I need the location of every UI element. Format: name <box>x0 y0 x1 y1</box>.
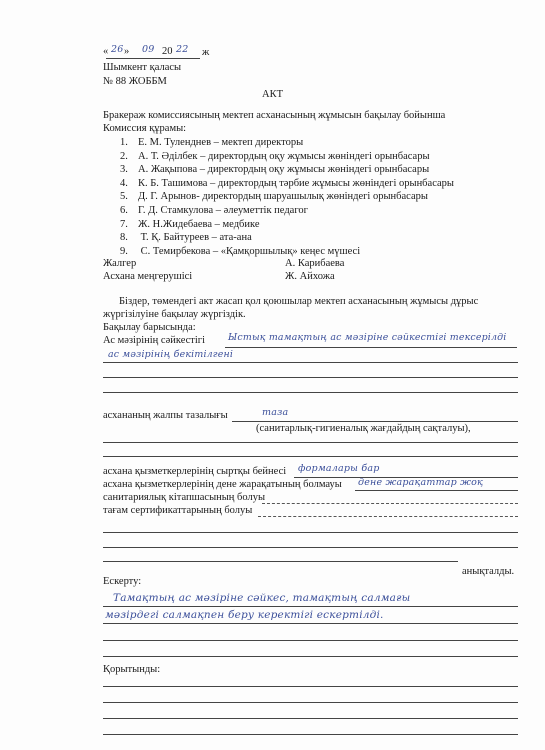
note-handwriting-1: Тамақтың ас мәзіріне сәйкес, тамақтың салмағы <box>113 592 411 604</box>
body-paragraph-line2: жүргізілуіне бақылау жүргіздік. <box>103 309 246 320</box>
conclusion-line-2 <box>103 702 518 703</box>
city: Шымкент қаласы <box>103 62 182 73</box>
blank-line-d <box>103 547 518 548</box>
note-line-4 <box>103 656 518 657</box>
intro-text: Бракераж комиссиясының мектеп асханасының жұмысын бақылау бойынша <box>103 110 446 121</box>
conclusion-label: Қорытынды: <box>103 664 161 675</box>
date-year-prefix: 20 <box>162 46 173 57</box>
member-item: 6. Г. Д. Стамкулова – әлеуметтік педагог <box>120 204 308 216</box>
member-item: 1. Е. М. Туленднев – мектеп директоры <box>120 137 304 148</box>
menu-handwriting-2: ас мәзірінің бекітілгені <box>108 349 234 360</box>
menu-line-3 <box>103 377 518 378</box>
blank-line-b <box>103 456 518 457</box>
signatory-role-2: Асхана меңгерушісі <box>103 271 193 282</box>
school: № 88 ЖОББМ <box>103 76 167 87</box>
sanitary-book-label: санитариялық кітапшасының болуы <box>103 492 266 503</box>
body-paragraph-line1: Біздер, төмендегі акт жасап қол қоюшылар мектеп асханасының жұмысы дұрыс <box>119 296 479 307</box>
signatory-name-1: А. Карибаева <box>285 258 345 269</box>
date-month: 09 <box>142 44 155 55</box>
signatory-role-1: Жалгер <box>103 258 137 269</box>
commission-label: Комиссия құрамы: <box>103 123 187 134</box>
sanitary-note: (санитарлық-гигиеналық жағдайдың сақталуы), <box>256 423 471 434</box>
member-item: 2. А. Т. Әділбек – директордың оқу жұмысы жөніндегі орынбасары <box>120 150 430 162</box>
injury-handwriting: дене жарақаттар жоқ <box>358 477 483 488</box>
signatory-name-2: Ж. Айхожа <box>285 271 335 282</box>
member-item: 3. А. Жақыпова – директордың оқу жұмысы жөніндегі орынбасары <box>120 164 430 176</box>
note-handwriting-2: мәзірдегі салмақпен беру керектігі ескертілді. <box>105 609 384 621</box>
document-title: АКТ <box>262 89 283 100</box>
date-open-quote: « <box>103 46 109 57</box>
during-label: Бақылау барысында: <box>103 322 196 333</box>
date-day: 26 <box>111 44 124 55</box>
date-suffix: ж <box>202 47 210 58</box>
date-underline <box>106 58 200 59</box>
member-item: 5. Д. Г. Арынов- директордың шаруашылық жөніндегі орынбасары <box>120 191 428 203</box>
cleanliness-handwriting: таза <box>262 407 289 418</box>
sanitary-book-line <box>262 503 518 504</box>
member-item: 7. Ж. Н.Жидебаева – медбике <box>120 218 260 230</box>
injury-label: асхана қызметкерлерінің дене жарақатының болмауы <box>103 479 342 490</box>
conclusion-line-4 <box>103 734 518 735</box>
member-item: 4. К. Б. Ташимова – директордың тәрбие жұмысы жөніндегі орынбасары <box>120 177 454 189</box>
injury-line <box>355 490 518 491</box>
menu-label: Ас мәзірінің сәйкестігі <box>103 335 206 346</box>
menu-handwriting-1: Ыстық тамақтың ас мәзіріне сәйкестігі тексерілді <box>228 332 507 343</box>
menu-line-2 <box>103 362 518 363</box>
blank-line-e <box>103 561 458 562</box>
certificate-line <box>258 516 518 517</box>
certificate-label: тағам сертификаттарының болуы <box>103 505 253 516</box>
appearance-label: асхана қызметкерлерінің сыртқы бейнесі <box>103 466 287 477</box>
commission-members <box>120 136 454 258</box>
note-line-1 <box>103 606 518 607</box>
member-item: 9. С. Темирбекова – «Қамқоршылық» кеңес мүшесі <box>120 245 361 257</box>
cleanliness-line <box>232 421 518 422</box>
conclusion-line-3 <box>103 718 518 719</box>
cleanliness-label: асхананың жалпы тазалығы <box>103 410 228 421</box>
note-label: Ескерту: <box>103 576 142 587</box>
blank-line-a <box>103 442 518 443</box>
menu-line-4 <box>103 392 518 393</box>
conclusion-line-1 <box>103 686 518 687</box>
date-close-quote: » <box>124 46 130 57</box>
note-line-3 <box>103 640 518 641</box>
note-line-2 <box>103 623 518 624</box>
menu-line-1 <box>225 347 517 348</box>
blank-line-c <box>103 532 518 533</box>
identified-text: анықталды. <box>462 566 515 577</box>
member-item: 8. Т. Қ. Байтуреев – ата-ана <box>120 232 252 244</box>
date-year-suffix: 22 <box>176 44 189 55</box>
appearance-handwriting: формалары бар <box>298 463 380 474</box>
